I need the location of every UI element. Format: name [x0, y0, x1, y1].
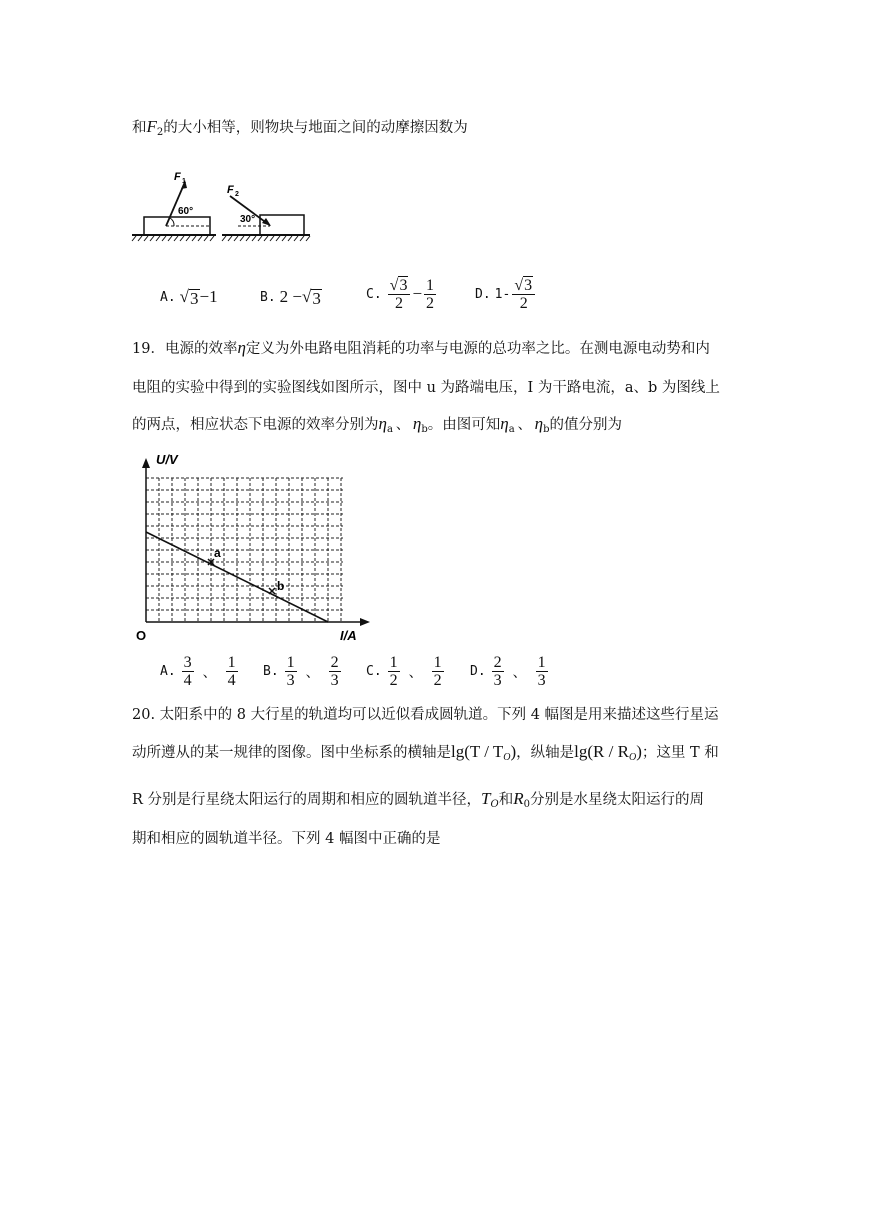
q20-text: ；这里 T 和 — [641, 745, 719, 761]
q19-ui-graph — [130, 452, 380, 642]
t-symbol: T — [481, 789, 491, 808]
fraction — [226, 654, 238, 689]
q19-line-2 — [132, 378, 720, 398]
denominator: 2 — [395, 295, 404, 312]
separator: 、 — [512, 664, 527, 681]
fraction — [182, 654, 194, 689]
q20-text: 期和相应的圆轨道半径。下列 4 幅图中正确的是 — [132, 831, 441, 847]
q19-option-d[interactable] — [470, 654, 550, 689]
q20-line-4 — [132, 829, 440, 849]
radicand: 3 — [399, 277, 408, 294]
subscript: O — [503, 752, 511, 763]
numerator: 2 — [493, 654, 502, 671]
numerator: 1 — [286, 654, 295, 671]
separator: 、 — [305, 664, 320, 681]
eta-symbol: η — [412, 414, 422, 433]
numerator: 1 — [389, 654, 398, 671]
f1-subscript: 1 — [182, 178, 186, 185]
option-b-math — [280, 287, 322, 307]
q20-text: 分别是水星绕太阳运行的周 — [529, 792, 704, 808]
option-label: B. — [263, 664, 279, 679]
eta-symbol: η — [500, 414, 509, 433]
radicand: 3 — [312, 289, 321, 308]
q19-text: 的值分别为 — [549, 417, 622, 433]
option-label: A. — [160, 664, 176, 679]
y-axis-label: U/V — [156, 452, 178, 467]
subscript: O — [490, 799, 499, 810]
fraction — [388, 654, 400, 689]
q18-prefix: 和 — [132, 120, 147, 136]
radicand: 3 — [524, 277, 533, 294]
subscript: O — [628, 752, 637, 763]
q19-line-1 — [132, 338, 710, 359]
r-symbol: R — [513, 789, 524, 808]
q20-text: 动所遵从的某一规律的图像。图中坐标系的横轴是 — [132, 745, 451, 761]
option-a-math — [180, 287, 218, 307]
point-a-label: a — [214, 546, 221, 560]
option-a-rest: −1 — [199, 287, 218, 306]
q19-text: 的两点，相应状态下电源的效率分别为 — [132, 417, 379, 433]
sqrt-icon: √ 3 — [389, 277, 408, 294]
option-label: A. — [160, 289, 176, 305]
numerator: 3 — [183, 654, 192, 671]
q19-option-c[interactable] — [366, 654, 446, 689]
fraction — [512, 276, 535, 312]
q20-line-1 — [132, 705, 719, 725]
option-b-lead: 2 − — [279, 287, 302, 306]
point-b-label: b — [277, 579, 285, 593]
q19-option-b[interactable] — [263, 654, 343, 689]
q18-option-d[interactable] — [475, 276, 537, 312]
sqrt-icon: √ 3 — [302, 287, 321, 308]
angle-30-label: 30° — [240, 214, 256, 225]
f1-label: F — [174, 171, 181, 183]
denominator: 3 — [286, 672, 295, 689]
denominator: 2 — [426, 294, 435, 312]
force-subscript: 2 — [156, 127, 164, 138]
force-symbol: F — [146, 117, 157, 136]
denominator: 2 — [519, 295, 528, 312]
sqrt-icon: √ 3 — [514, 277, 533, 294]
option-label: C. — [366, 664, 382, 679]
denominator: 3 — [330, 672, 339, 689]
fraction — [285, 654, 297, 689]
q18-option-a[interactable] — [160, 287, 218, 307]
y-axis-arrow-icon — [142, 458, 150, 468]
eta-symbol: η — [534, 414, 544, 433]
angle-60-label: 60° — [178, 206, 194, 217]
fraction — [536, 654, 548, 689]
q20-text: 和 — [498, 792, 514, 808]
numerator: 1 — [433, 654, 442, 671]
x-axis-arrow-icon — [360, 618, 370, 626]
paren: ) — [510, 742, 517, 761]
numerator: 2 — [330, 654, 339, 671]
fraction — [432, 654, 444, 689]
paren: ) — [636, 742, 642, 761]
q20-line-2 — [132, 742, 719, 768]
q19-option-a[interactable] — [160, 654, 240, 689]
option-label: D. — [470, 664, 486, 679]
q20-text: 20. 太阳系中的 8 大行星的轨道均可以近似看成圆轨道。下列 4 幅图是用来描述这些行星运 — [132, 707, 719, 723]
q18-option-c[interactable] — [366, 276, 438, 312]
q18-stem-text: 的大小相等，则物块与地面之间的动摩擦因数为 — [163, 120, 468, 136]
radicand: 3 — [190, 289, 199, 308]
q19-text: 电阻的实验中得到的实验图线如图所示，图中 u 为路端电压，I 为干路电流，a、b 为图线上 — [132, 380, 720, 396]
q19-text: 19．电源的效率 — [132, 341, 238, 357]
subscript: a — [508, 424, 515, 435]
numerator: 1 — [426, 276, 435, 294]
minus-sign: − — [412, 284, 423, 303]
fraction — [492, 654, 504, 689]
grid — [146, 478, 343, 622]
denominator: 2 — [389, 672, 398, 689]
separator: 、 — [517, 417, 532, 433]
subscript: 0 — [523, 799, 530, 810]
q19-line-3 — [132, 414, 622, 440]
f2-label: F — [227, 184, 234, 196]
q20-text: R 分别是行星绕太阳运行的周期和相应的圆轨道半径， — [132, 792, 482, 808]
option-label: D. — [475, 286, 491, 302]
q18-force-diagram — [130, 160, 330, 250]
q20-line-3 — [132, 789, 704, 815]
origin-label: O — [136, 628, 147, 642]
subscript: b — [543, 424, 550, 435]
q19-text: 定义为外电路电阻消耗的功率与电源的总功率之比。在测电源电动势和内 — [245, 341, 710, 357]
option-c-math — [386, 276, 438, 312]
option-label: C. — [366, 286, 382, 302]
f2-subscript: 2 — [235, 191, 239, 198]
eta-symbol: η — [237, 338, 246, 357]
q19-text: 。由图可知 — [427, 417, 501, 433]
option-label: B. — [260, 289, 276, 305]
point-b-marker — [269, 588, 275, 594]
denominator: 4 — [183, 672, 192, 689]
fraction — [424, 277, 436, 312]
sqrt-icon: √ 3 — [179, 287, 199, 308]
separator: 、 — [395, 417, 410, 433]
subscript: b — [421, 424, 428, 435]
subscript: a — [386, 424, 393, 435]
lg-y-expr: lg(R / R — [574, 742, 629, 761]
separator: 、 — [202, 664, 217, 681]
fraction — [329, 654, 341, 689]
q18-stem-line — [132, 117, 468, 143]
q20-text: ，纵轴是 — [516, 745, 575, 761]
fraction — [388, 276, 411, 312]
lg-x-expr: lg(T / T — [451, 742, 504, 761]
denominator: 3 — [537, 672, 546, 689]
denominator: 4 — [227, 672, 236, 689]
denominator: 2 — [433, 672, 442, 689]
option-d-math — [495, 276, 537, 312]
numerator: 1 — [537, 654, 546, 671]
separator: 、 — [408, 664, 423, 681]
denominator: 3 — [493, 672, 502, 689]
x-axis-label: I/A — [340, 628, 357, 642]
eta-symbol: η — [378, 414, 387, 433]
numerator: 1 — [227, 654, 236, 671]
option-d-lead: 1- — [494, 286, 511, 302]
q18-option-b[interactable] — [260, 287, 322, 307]
